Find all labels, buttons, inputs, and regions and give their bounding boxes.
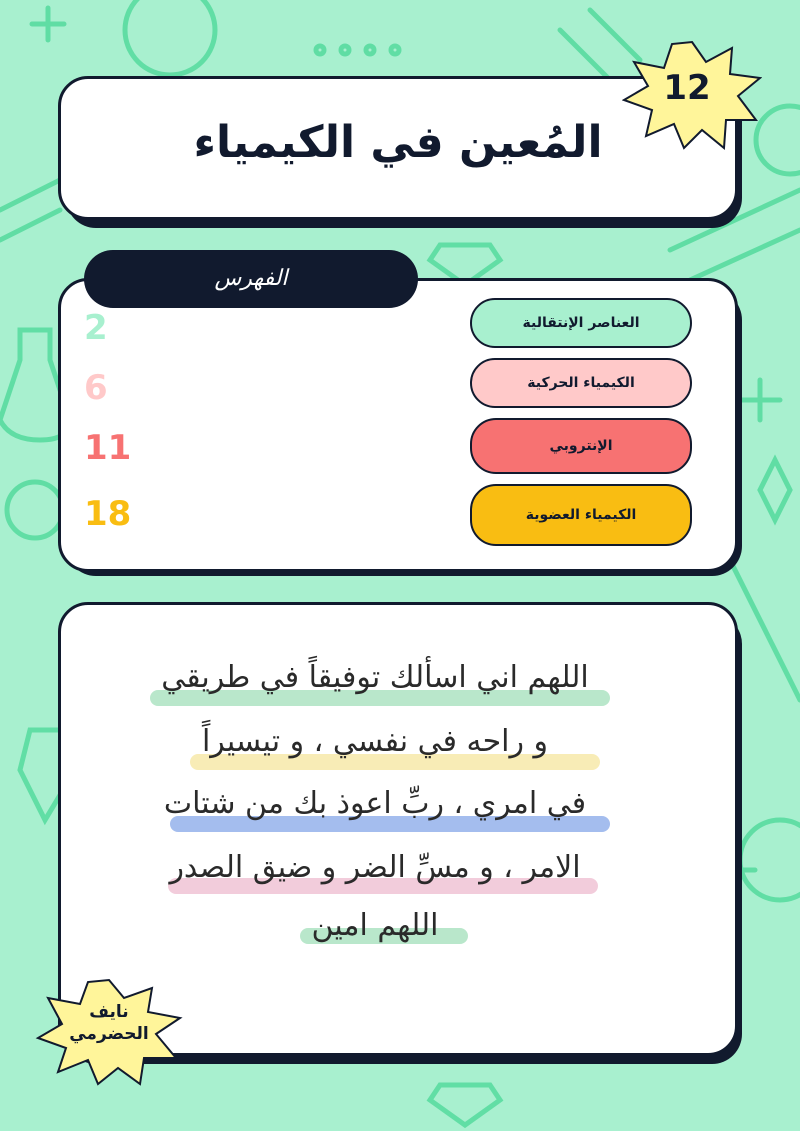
index-page-number: 2 [84, 308, 108, 348]
index-item-kinetics[interactable]: الكيمياء الحركية [470, 358, 692, 408]
author-name-first: نايف [89, 1002, 129, 1022]
prayer-line: في امري ، ربِّ اعوذ بك من شتات [163, 786, 587, 821]
diamond-icon-2 [430, 1085, 500, 1125]
author-name-last: الحضرمي [69, 1024, 149, 1044]
prayer-line: اللهم اني اسألك توفيقاً في طريقي [161, 660, 589, 695]
prayer-line: الامر ، و مسِّ الضر و ضيق الصدر [169, 850, 581, 885]
prayer-line: اللهم امين [311, 908, 439, 943]
page-title: المُعين في الكيمياء [193, 117, 603, 168]
index-page-number: 18 [84, 494, 132, 534]
index-tab: الفهرس [84, 250, 418, 308]
index-page-number: 6 [84, 368, 108, 408]
page-number: 12 [663, 68, 711, 108]
index-page-number: 11 [84, 428, 132, 468]
beaker-icon [125, 0, 215, 75]
prayer-line: و راحه في نفسي ، و تيسيراً [201, 724, 549, 759]
dish-icon [7, 482, 63, 538]
ring-icon [740, 820, 800, 900]
index-item-transition-elements[interactable]: العناصر الإنتقالية [470, 298, 692, 348]
index-item-organic[interactable]: الكيمياء العضوية [470, 484, 692, 546]
index-item-entropy[interactable]: الإنتروبي [470, 418, 692, 474]
